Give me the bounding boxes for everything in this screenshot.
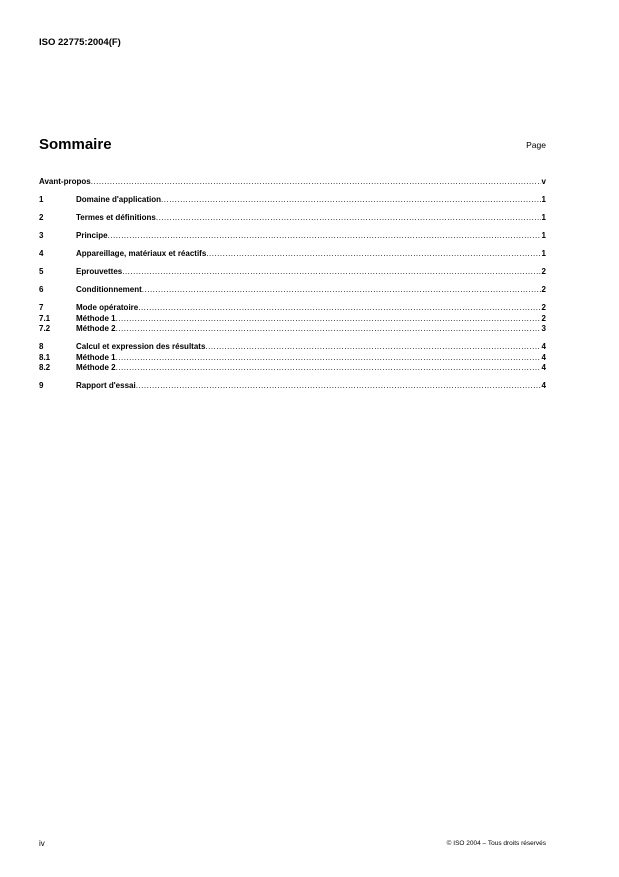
toc-entry[interactable] (39, 249, 546, 260)
contents-title: Sommaire (39, 136, 112, 153)
toc-entry-number: 1 (39, 195, 44, 204)
toc-entry[interactable] (39, 324, 546, 335)
toc-entry-page: 2 (541, 303, 546, 312)
toc-entry-number: 7 (39, 303, 44, 312)
toc-entry-number: 5 (39, 267, 44, 276)
toc-entry-text: Mode opératoire (76, 303, 139, 312)
toc-entry[interactable] (39, 353, 546, 364)
toc-entry[interactable] (39, 314, 546, 325)
toc-entry-number: 7.1 (39, 313, 51, 323)
toc-entry-number: 7.2 (39, 324, 51, 333)
toc-entry-text: Rapport d'essai (76, 381, 136, 390)
toc-entry-number: 6 (39, 285, 44, 294)
toc-entry-page: 2 (541, 285, 546, 294)
toc-entry[interactable] (39, 231, 546, 242)
toc-entry-text: Méthode 1 (76, 352, 116, 362)
toc-entry-page: v (541, 177, 546, 186)
toc-entry-text: Eprouvettes (76, 267, 123, 276)
toc-entry-number: 2 (39, 213, 44, 222)
toc-entry[interactable] (39, 285, 546, 296)
toc-entry[interactable] (39, 195, 546, 206)
toc-entry-text: Méthode 1 (76, 313, 116, 323)
toc-entry-number: 8 (39, 342, 44, 351)
toc-entry-text: Principe (76, 231, 108, 240)
toc-leader-dots (142, 285, 541, 296)
toc-entry-text: Méthode 2 (76, 324, 116, 333)
page-number: iv (39, 839, 45, 848)
toc-entry[interactable] (39, 381, 546, 392)
toc-entry-page: 3 (541, 324, 546, 333)
toc-entry-page: 4 (541, 381, 546, 390)
toc-leader-dots (116, 324, 541, 335)
page-column-label: Page (526, 140, 546, 150)
toc-entry[interactable] (39, 177, 546, 188)
document-id: ISO 22775:2004(F) (39, 37, 121, 48)
toc-entry-page: 2 (541, 267, 546, 276)
toc-leader-dots (205, 342, 540, 353)
toc-entry-page: 1 (541, 195, 546, 204)
toc-leader-dots (122, 267, 540, 278)
toc-entry[interactable] (39, 363, 546, 374)
toc-entry-number: 3 (39, 231, 44, 240)
toc-entry-page: 4 (541, 342, 546, 351)
toc-entry-number: 8.2 (39, 363, 51, 372)
toc-leader-dots (161, 195, 541, 206)
table-of-contents (39, 177, 546, 392)
toc-entry-text: Domaine d'application (76, 195, 162, 204)
toc-entry[interactable] (39, 213, 546, 224)
toc-leader-dots (136, 381, 541, 392)
toc-entry[interactable] (39, 267, 546, 278)
toc-entry-number: 8.1 (39, 352, 51, 362)
toc-entry-page: 2 (541, 313, 546, 323)
toc-entry-page: 1 (541, 249, 546, 258)
toc-leader-dots (206, 249, 540, 260)
toc-entry-page: 4 (541, 352, 546, 362)
toc-entry[interactable] (39, 342, 546, 353)
contents-title-row (39, 136, 546, 156)
toc-leader-dots (156, 213, 541, 224)
toc-entry-text: Termes et définitions (76, 213, 156, 222)
toc-leader-dots (116, 353, 541, 364)
toc-entry-page: 4 (541, 363, 546, 372)
toc-entry-text: Avant-propos (39, 177, 91, 186)
toc-leader-dots (91, 177, 541, 188)
toc-leader-dots (116, 314, 541, 325)
toc-entry-number: 4 (39, 249, 44, 258)
copyright-notice: © ISO 2004 – Tous droits réservés (446, 840, 546, 847)
toc-leader-dots (116, 363, 541, 374)
toc-entry-page: 1 (541, 231, 546, 240)
toc-entry-text: Conditionnement (76, 285, 142, 294)
toc-entry-text: Calcul et expression des résultats (76, 342, 206, 351)
toc-entry-page: 1 (541, 213, 546, 222)
toc-leader-dots (108, 231, 541, 242)
toc-entry[interactable] (39, 303, 546, 314)
toc-entry-number: 9 (39, 381, 44, 390)
toc-entry-text: Appareillage, matériaux et réactifs (76, 249, 207, 258)
toc-entry-text: Méthode 2 (76, 363, 116, 372)
toc-leader-dots (138, 303, 540, 314)
